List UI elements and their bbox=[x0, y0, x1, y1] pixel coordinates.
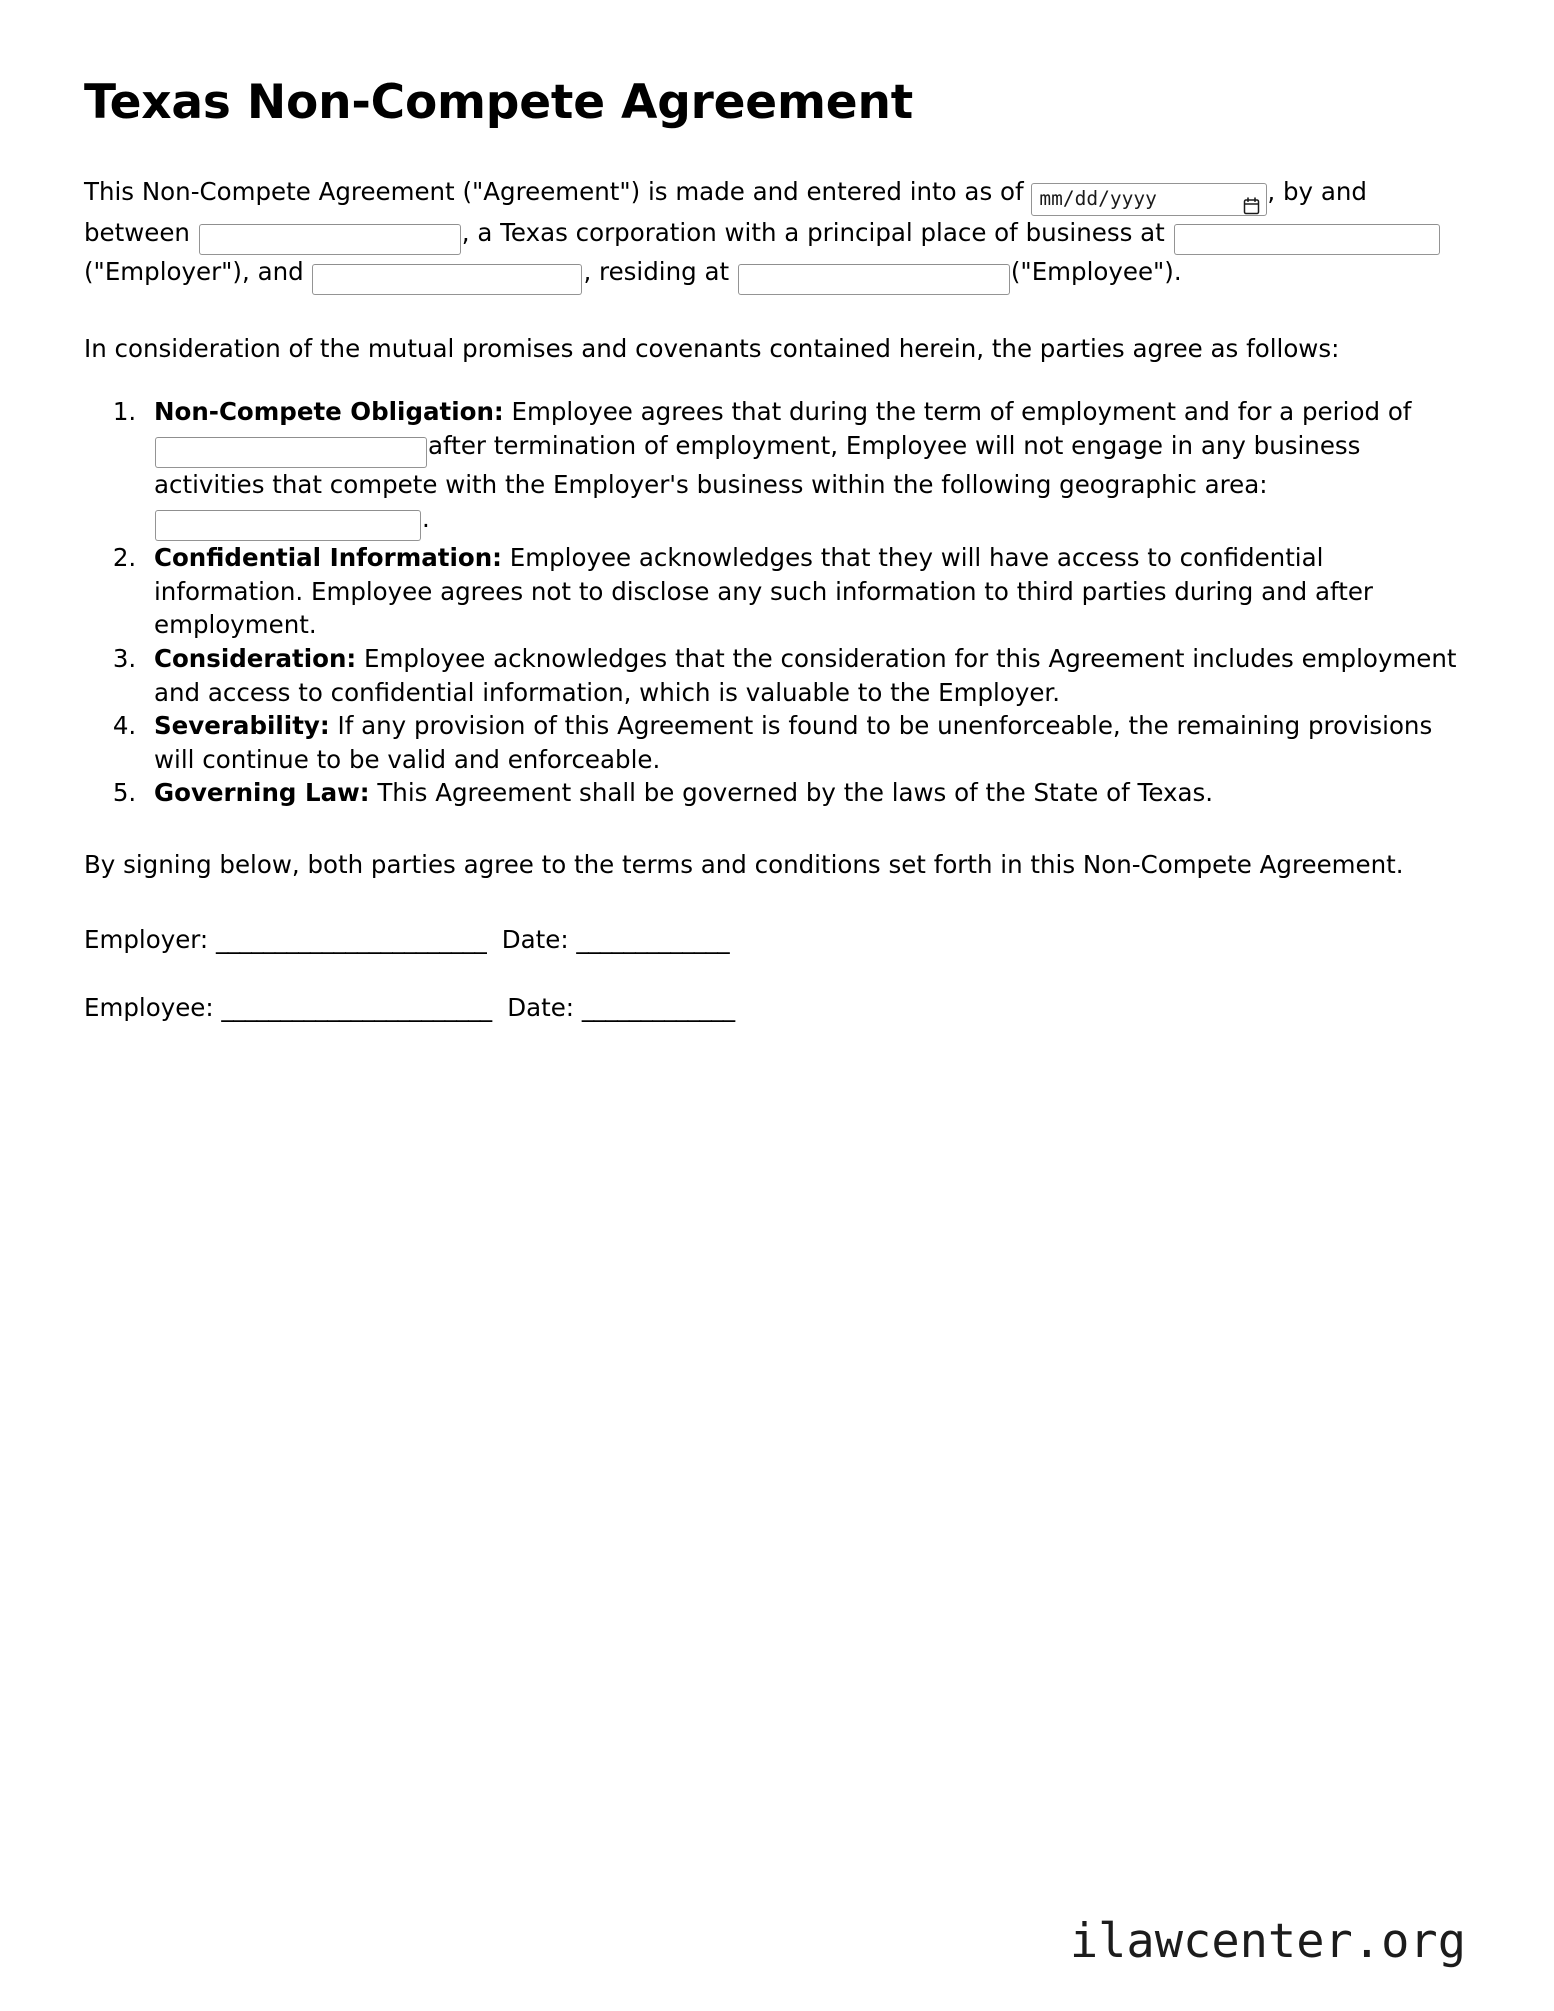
term-text-a: This Agreement shall be governed by the laws of the State of Texas. bbox=[377, 778, 1214, 808]
term-item-non-compete-obligation bbox=[144, 395, 1470, 541]
employee-signature-rule[interactable]: _______________________ bbox=[221, 992, 492, 1022]
term-label: Severability: bbox=[154, 711, 330, 741]
employer-address-input[interactable] bbox=[1174, 224, 1440, 255]
term-item-confidential-information bbox=[144, 541, 1470, 642]
employer-signature-label: Employer: bbox=[84, 925, 216, 955]
term-item-severability bbox=[144, 709, 1470, 776]
non-compete-period-input[interactable] bbox=[155, 437, 427, 468]
intro-text-part6: ("Employee"). bbox=[1010, 257, 1182, 287]
intro-paragraph bbox=[84, 175, 1470, 295]
employee-address-input[interactable] bbox=[738, 264, 1010, 295]
employer-signature-rule[interactable]: _______________________ bbox=[215, 925, 487, 955]
term-label: Governing Law: bbox=[154, 778, 370, 808]
employer-date-label: Date: bbox=[486, 925, 577, 955]
term-text-b: after termination of employment, Employee will not engage in any business activities that compete with the Employer's business within the following geographic area: bbox=[154, 430, 1361, 500]
calendar-icon[interactable] bbox=[1243, 190, 1260, 208]
intro-text-part2: , by and between bbox=[84, 176, 1367, 247]
intro-text-part4: ("Employer"), and bbox=[84, 257, 304, 287]
term-item-consideration bbox=[144, 642, 1470, 709]
term-text-a: Employee acknowledges that the consideration for this Agreement includes employment and access to confidential information, which is valuable to the Employer. bbox=[154, 643, 1457, 707]
intro-text-part1: This Non-Compete Agreement ("Agreement") is made and entered into as of bbox=[84, 176, 1024, 206]
employee-date-label: Date: bbox=[491, 992, 582, 1022]
closing-paragraph: By signing below, both parties agree to the terms and conditions set forth in this Non-Compete Agreement. bbox=[84, 849, 1404, 879]
footer-watermark: ilawcenter.org bbox=[1069, 1914, 1466, 1969]
term-text-a: Employee agrees that during the term of employment and for a period of bbox=[511, 397, 1412, 427]
employee-name-input[interactable] bbox=[312, 264, 582, 295]
intro-text-part3: , a Texas corporation with a principal place of business at bbox=[461, 217, 1165, 247]
date-placeholder-text: mm/dd/yyyy bbox=[1039, 186, 1157, 210]
term-text-a: If any provision of this Agreement is found to be unenforceable, the remaining provisions will continue to be valid and enforceable. bbox=[154, 711, 1433, 774]
terms-list bbox=[84, 395, 1470, 810]
term-text-c: . bbox=[422, 503, 430, 533]
term-label: Consideration: bbox=[154, 643, 357, 673]
term-text-a: Employee acknowledges that they will have access to confidential information. Employee agrees not to disclose any such information to third parties during and after employment. bbox=[154, 543, 1373, 640]
term-label: Non-Compete Obligation: bbox=[154, 397, 504, 427]
employee-signature-label: Employee: bbox=[84, 992, 222, 1022]
employer-signature-line bbox=[84, 923, 1470, 957]
consideration-paragraph: In consideration of the mutual promises and covenants contained herein, the parties agree as follows: bbox=[84, 333, 1340, 363]
employer-date-rule[interactable]: _____________ bbox=[576, 925, 730, 955]
employee-date-rule[interactable]: _____________ bbox=[581, 992, 735, 1022]
geographic-area-input[interactable] bbox=[155, 510, 421, 541]
agreement-date-input[interactable] bbox=[1031, 183, 1267, 216]
term-item-governing-law bbox=[144, 776, 1470, 810]
intro-text-part5: , residing at bbox=[583, 257, 730, 287]
employer-name-input[interactable] bbox=[199, 224, 461, 255]
term-label: Confidential Information: bbox=[154, 543, 502, 573]
employee-signature-line bbox=[84, 991, 1470, 1025]
page-title: Texas Non-Compete Agreement bbox=[84, 75, 913, 130]
